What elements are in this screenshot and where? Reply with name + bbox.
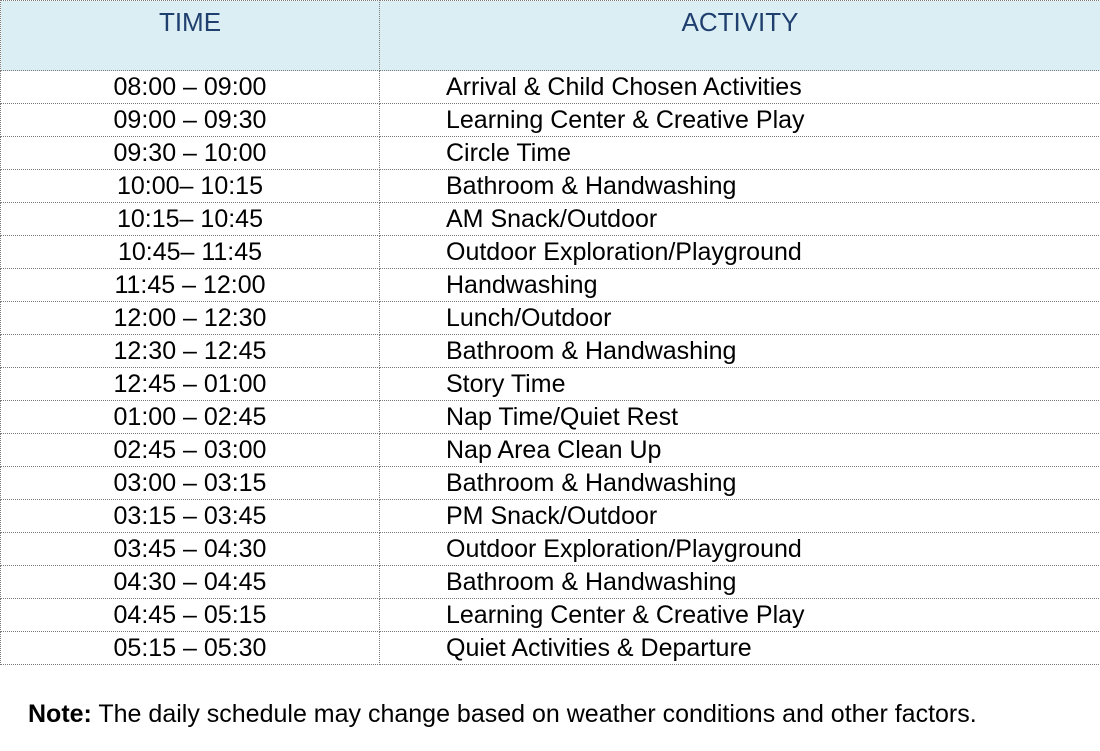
time-cell: 04:45 – 05:15 — [1, 599, 380, 632]
time-cell: 12:30 – 12:45 — [1, 335, 380, 368]
table-row — [1, 467, 1100, 500]
table-row — [1, 71, 1100, 104]
time-cell: 05:15 – 05:30 — [1, 632, 380, 665]
time-cell: 12:45 – 01:00 — [1, 368, 380, 401]
time-cell: 10:45– 11:45 — [1, 236, 380, 269]
table-row — [1, 533, 1100, 566]
table-row — [1, 236, 1100, 269]
table-row — [1, 170, 1100, 203]
time-cell: 04:30 – 04:45 — [1, 566, 380, 599]
table-row — [1, 104, 1100, 137]
activity-cell: Handwashing — [380, 269, 1100, 302]
activity-column-header: ACTIVITY — [380, 1, 1100, 71]
table-row — [1, 500, 1100, 533]
table-row — [1, 566, 1100, 599]
table-row — [1, 269, 1100, 302]
activity-cell: Nap Time/Quiet Rest — [380, 401, 1100, 434]
schedule-body — [1, 71, 1100, 665]
table-row — [1, 401, 1100, 434]
time-cell: 09:30 – 10:00 — [1, 137, 380, 170]
activity-cell: Lunch/Outdoor — [380, 302, 1100, 335]
table-row — [1, 203, 1100, 236]
activity-cell: Outdoor Exploration/Playground — [380, 236, 1100, 269]
time-cell: 03:00 – 03:15 — [1, 467, 380, 500]
table-row — [1, 137, 1100, 170]
time-cell: 08:00 – 09:00 — [1, 71, 380, 104]
note-label: Note: — [28, 700, 92, 728]
time-cell: 03:45 – 04:30 — [1, 533, 380, 566]
note-text: The daily schedule may change based on weather conditions and other factors. — [91, 700, 977, 728]
activity-cell: Quiet Activities & Departure — [380, 632, 1100, 665]
activity-cell: PM Snack/Outdoor — [380, 500, 1100, 533]
time-cell: 11:45 – 12:00 — [1, 269, 380, 302]
time-cell: 02:45 – 03:00 — [1, 434, 380, 467]
table-row — [1, 434, 1100, 467]
table-row — [1, 368, 1100, 401]
activity-cell: Learning Center & Creative Play — [380, 599, 1100, 632]
table-header-row — [1, 1, 1100, 71]
activity-cell: Outdoor Exploration/Playground — [380, 533, 1100, 566]
activity-cell: Bathroom & Handwashing — [380, 467, 1100, 500]
time-cell: 09:00 – 09:30 — [1, 104, 380, 137]
activity-cell: Bathroom & Handwashing — [380, 170, 1100, 203]
activity-cell: Bathroom & Handwashing — [380, 566, 1100, 599]
time-column-header: TIME — [1, 1, 380, 71]
activity-cell: Learning Center & Creative Play — [380, 104, 1100, 137]
activity-cell: Story Time — [380, 368, 1100, 401]
table-row — [1, 335, 1100, 368]
activity-cell: Circle Time — [380, 137, 1100, 170]
activity-cell: Arrival & Child Chosen Activities — [380, 71, 1100, 104]
table-row — [1, 632, 1100, 665]
activity-cell: Bathroom & Handwashing — [380, 335, 1100, 368]
table-row — [1, 302, 1100, 335]
activity-cell: Nap Area Clean Up — [380, 434, 1100, 467]
schedule-note — [28, 700, 977, 729]
time-cell: 03:15 – 03:45 — [1, 500, 380, 533]
time-cell: 12:00 – 12:30 — [1, 302, 380, 335]
time-cell: 10:00– 10:15 — [1, 170, 380, 203]
time-cell: 10:15– 10:45 — [1, 203, 380, 236]
table-row — [1, 599, 1100, 632]
activity-cell: AM Snack/Outdoor — [380, 203, 1100, 236]
time-cell: 01:00 – 02:45 — [1, 401, 380, 434]
